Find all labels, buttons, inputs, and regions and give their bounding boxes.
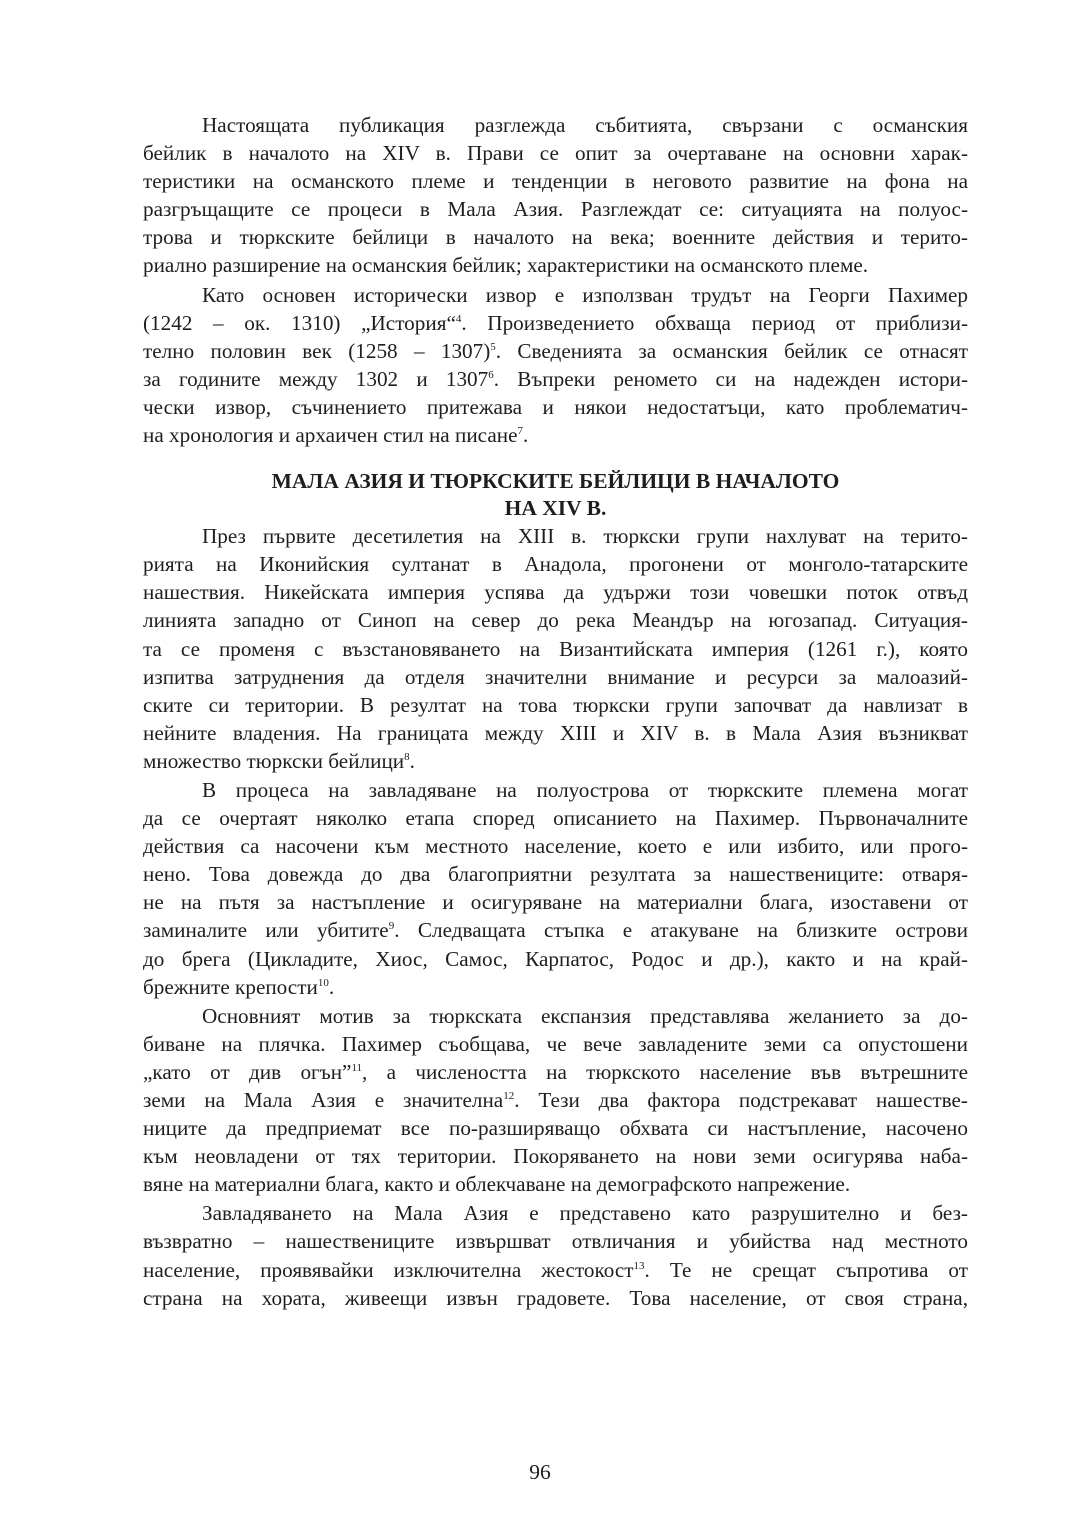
text-line xyxy=(143,309,968,337)
text-line: нейните владения. На границата между XIII и XIV в. в Мала Азия възникват xyxy=(143,720,968,745)
page-number: 96 xyxy=(529,1460,551,1484)
text-segment: . xyxy=(328,974,335,999)
text-line xyxy=(143,337,968,365)
text-segment: заминалите или убитите xyxy=(143,918,389,943)
text-line: Като основен исторически извор е използван трудът на Георги Пахимер xyxy=(202,282,968,307)
text-segment: за годините между 1302 и 1307 xyxy=(143,366,489,391)
text-segment: , а числеността на тюркското население във вътрешните xyxy=(362,1059,968,1084)
text-line xyxy=(143,365,968,393)
text-segment: брежните крепости xyxy=(143,974,318,999)
text-line: нено. Това довежда до два благоприятни резултата за нашествениците: отваря- xyxy=(143,862,968,887)
text-segment: . Те не срещат съпротива от xyxy=(644,1257,968,1282)
paragraph-5 xyxy=(143,1002,968,1199)
text-line: не на пътя за настъпление и осигуряване на материални блага, изоставени от xyxy=(143,890,968,915)
text-line xyxy=(143,1256,968,1284)
section-heading-line: МАЛА АЗИЯ И ТЮРКСКИТЕ БЕЙЛИЦИ В НАЧАЛОТО xyxy=(271,469,840,494)
paragraph-4 xyxy=(143,776,968,1001)
text-line xyxy=(143,916,968,944)
text-line: бейлик в началото на XIV в. Прави се опит за очертаване на основни харак- xyxy=(143,141,968,166)
footnote-ref: 13 xyxy=(633,1259,645,1272)
text-line xyxy=(143,1058,968,1086)
text-segment: . Тези два фактора подстрекават нашестве- xyxy=(514,1088,968,1112)
text-line: разгръщащите се процеси в Мала Азия. Разглеждат се: ситуацията на полуос- xyxy=(143,197,968,222)
text-segment: земи на Мала Азия е значителна xyxy=(143,1088,504,1112)
footnote-ref: 8 xyxy=(404,750,410,763)
text-line: В процеса на завладяване на полуострова от тюркските племена могат xyxy=(202,777,968,802)
text-line: действия са насочени към местното население, което е или избито, или прого- xyxy=(143,834,968,859)
text-line: През първите десетилетия на XIII в. тюркски групи нахлуват на терито- xyxy=(202,524,968,549)
text-line: линията западно от Синоп на север до река Меандър на югозапад. Ситуация- xyxy=(143,608,968,633)
text-segment: . Следващата стъпка е атакуване на близките острови xyxy=(394,918,968,943)
text-line: трова и тюркските бейлици в началото на века; военните действия и терито- xyxy=(143,225,968,250)
text-line: да се очертаят няколко етапа според описанието на Пахимер. Първоначалните xyxy=(143,806,968,831)
text-segment: (1242 – ок. 1310) „История“ xyxy=(143,310,456,335)
text-line: до брега (Цикладите, Хиос, Самос, Карпатос, Родос и др.), както и на край- xyxy=(143,946,968,971)
text-line: Основният мотив за тюркската експанзия представлява желанието за до- xyxy=(202,1003,968,1028)
text-segment: телно половин век (1258 – 1307) xyxy=(143,338,491,363)
text-line: нашествия. Никейската империя успява да удържи този човешки поток отвъд xyxy=(143,580,968,605)
paragraph-intro-2 xyxy=(143,281,968,450)
text-line: риално разширение на османския бейлик; характеристики на османското племе. xyxy=(143,253,869,278)
text-line: чески извор, съчинението притежава и някои недостатъци, като проблематич- xyxy=(143,394,968,419)
text-line: възвратно – нашествениците извършват отвличания и убийства над местното xyxy=(143,1229,968,1254)
text-segment: . xyxy=(523,423,529,448)
text-segment: „като от див огън” xyxy=(143,1059,352,1084)
footnote-ref: 4 xyxy=(455,312,462,325)
text-segment: множество тюркски бейлици xyxy=(143,748,405,773)
paragraph-intro-1 xyxy=(143,111,968,280)
text-line xyxy=(143,421,968,449)
footnote-ref: 5 xyxy=(490,340,496,353)
text-line: та се променя с възстановяването на Византийската империя (1261 г.), която xyxy=(143,636,968,661)
footnote-ref: 7 xyxy=(517,425,523,438)
text-line: към неовладени от тях територии. Покоряването на нови земи осигурява наба- xyxy=(143,1144,968,1169)
text-line: изпитва затруднения да отделя значителни внимание и ресурси за малоазий- xyxy=(143,664,968,689)
text-line xyxy=(143,747,968,775)
text-line: ските си територии. В резултат на това тюркски групи започват да навлизат в xyxy=(143,692,968,717)
text-line: Настоящата публикация разглежда събитията, свързани с османския xyxy=(202,113,968,137)
text-line: Завладяването на Мала Азия е представено като разрушително и без- xyxy=(202,1201,968,1226)
footnote-ref: 6 xyxy=(488,368,494,381)
text-segment: . xyxy=(409,748,415,773)
text-line: ниците да предприемат все по-разширяващо обхвата си настъпление, насочено xyxy=(143,1116,968,1141)
text-line: рията на Иконийския султанат в Анадола, прогонени от монголо-татарските xyxy=(143,552,968,577)
text-line: страна на хората, живеещи извън градовете. Това население, от своя страна, xyxy=(143,1285,968,1310)
paragraph-3 xyxy=(143,522,968,775)
paragraph-6 xyxy=(143,1199,968,1311)
text-line: биване на плячка. Пахимер съобщава, че вече завладените земи са опустошени xyxy=(143,1031,968,1056)
section-heading-line: НА XIV В. xyxy=(504,496,607,521)
text-segment: . Сведенията за османския бейлик се отнасят xyxy=(495,338,968,363)
footnote-ref: 10 xyxy=(317,976,329,989)
text-line: теристики на османското племе и тенденции в неговото развитие на фона на xyxy=(143,169,968,194)
footnote-ref: 9 xyxy=(388,920,395,933)
text-segment: на хронология и архаичен стил на писане xyxy=(143,423,518,448)
text-line xyxy=(143,1086,968,1114)
page-body xyxy=(143,111,968,1511)
section-heading xyxy=(143,468,968,522)
text-segment: . Произведението обхваща период от приблизи- xyxy=(461,310,968,335)
footnote-ref: 11 xyxy=(351,1061,363,1074)
text-line: вяне на материални блага, както и облекчаване на демографското напрежение. xyxy=(143,1172,851,1197)
text-line xyxy=(143,973,968,1001)
text-segment: . Въпреки реномето си на надежден истори- xyxy=(493,366,968,391)
footnote-ref: 12 xyxy=(503,1090,515,1102)
text-segment: население, проявявайки изключителна жестокост xyxy=(143,1257,634,1282)
